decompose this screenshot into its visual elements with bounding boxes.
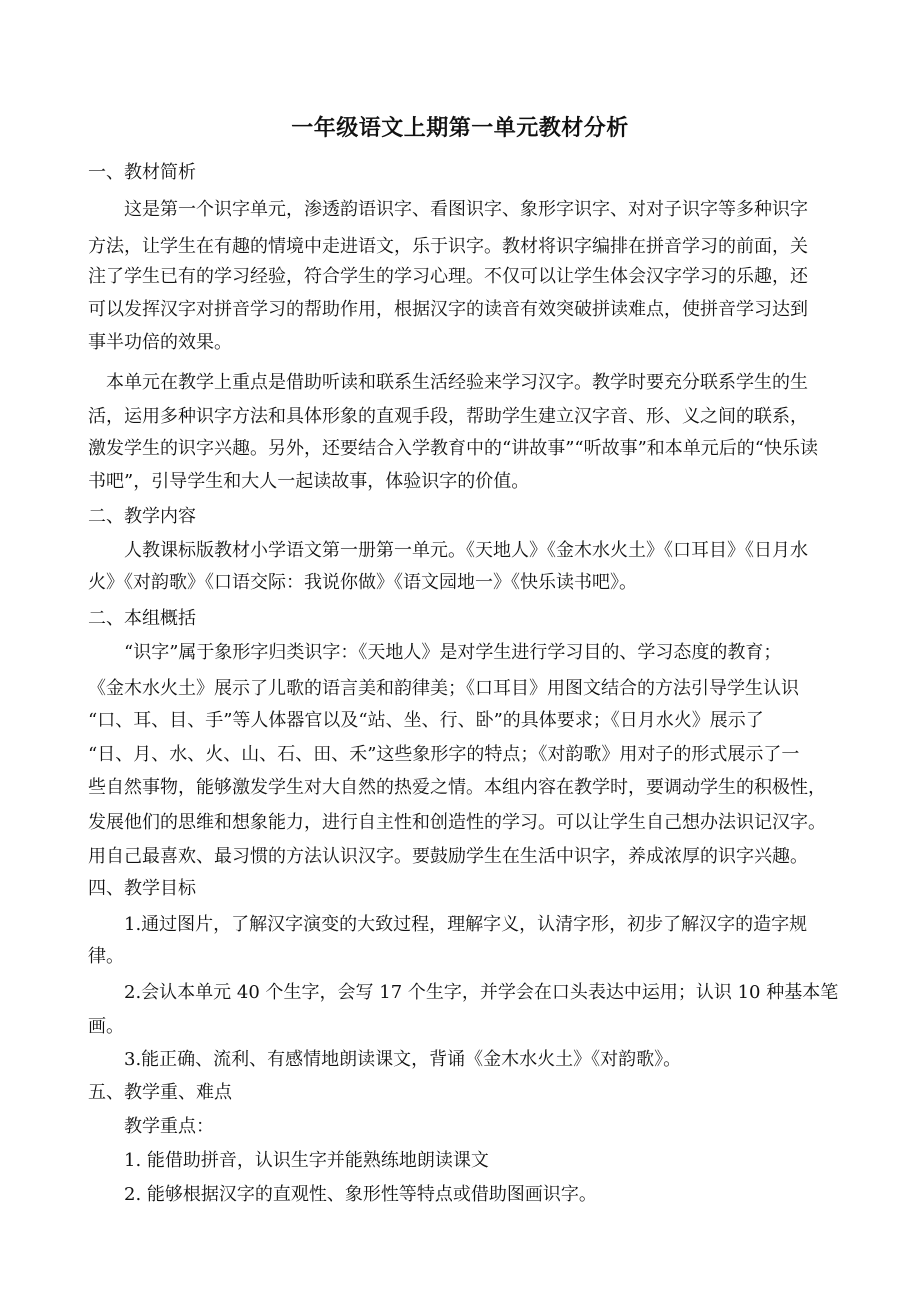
section-heading-content: 二、教学内容 (88, 506, 196, 527)
paragraph-line: 《金木水火土》展示了儿歌的语言美和韵律美；《口耳目》用图文结合的方法引导学生认识 (88, 678, 799, 699)
paragraph-line: 这是第一个识字单元，渗透韵语识字、看图识字、象形字识字、对对子识字等多种识字 (88, 199, 808, 220)
paragraph-line: 书吧”，引导学生和大人一起读故事，体验识字的价值。 (88, 471, 530, 492)
paragraph-line: 方法，让学生在有趣的情境中走进语文，乐于识字。教材将识字编排在拼音学习的前面，关 (88, 236, 808, 257)
objective-item-continued: 画。 (88, 1016, 124, 1037)
paragraph-line: 可以发挥汉字对拼音学习的帮助作用，根据汉字的读音有效突破拼读难点，使拼音学习达到 (88, 299, 808, 320)
paragraph-line: 人教课标版教材小学语文第一册第一单元。《天地人》《金木水火土》《口耳目》《日月水 (88, 540, 808, 561)
section-heading-key-points: 五、教学重、难点 (88, 1082, 232, 1103)
section-heading-analysis: 一、教材简析 (88, 162, 196, 183)
paragraph-line: “识字”属于象形字归类识字：《天地人》是对学生进行学习目的、学习态度的教育； (88, 642, 782, 663)
key-point-item: 1. 能借助拼音，认识生字并能熟练地朗读课文 (88, 1150, 489, 1171)
paragraph-line: 活，运用多种识字方法和具体形象的直观手段，帮助学生建立汉字音、形、义之间的联系， (88, 406, 808, 427)
paragraph-line: “口、耳、目、手”等人体器官以及“站、坐、行、卧”的具体要求；《日月水火》展示了 (88, 710, 764, 731)
paragraph-line: 发展他们的思维和想象能力，进行自主性和创造性的学习。可以让学生自己想办法识记汉字。 (88, 812, 826, 833)
objective-item: 2.会认本单元 40 个生字，会写 17 个生字，并学会在口头表达中运用；认识 10 种基本笔 (88, 982, 839, 1003)
paragraph-line: 事半功倍的效果。 (88, 332, 232, 353)
paragraph-line: 用自己最喜欢、最习惯的方法认识汉字。要鼓励学生在生活中识字，养成浓厚的识字兴趣。 (88, 846, 808, 867)
section-heading-objectives: 四、教学目标 (88, 878, 196, 899)
paragraph-line: 些自然事物，能够激发学生对大自然的热爱之情。本组内容在教学时，要调动学生的积极性， (88, 777, 826, 798)
subheading-key-points: 教学重点： (88, 1116, 214, 1137)
objective-item: 1.通过图片，了解汉字演变的大致过程，理解字义，认清字形，初步了解汉字的造字规 (88, 914, 808, 935)
objective-item: 3.能正确、流利、有感情地朗读课文，背诵《金木水火土》《对韵歌》。 (88, 1049, 682, 1070)
section-heading-overview: 二、本组概括 (88, 608, 196, 629)
paragraph-line: 激发学生的识字兴趣。另外，还要结合入学教育中的“讲故事”“听故事”和本单元后的“快乐读 (88, 438, 819, 459)
document-title: 一年级语文上期第一单元教材分析 (291, 116, 629, 141)
paragraph-line: 本单元在教学上重点是借助听读和联系生活经验来学习汉字。教学时要充分联系学生的生 (88, 372, 808, 393)
objective-item-continued: 律。 (88, 946, 124, 967)
paragraph-line: “日、月、水、火、山、石、田、禾”这些象形字的特点；《对韵歌》用对子的形式展示了一 (88, 744, 800, 765)
paragraph-line: 火》《对韵歌》《口语交际：我说你做》《语文园地一》《快乐读书吧》。 (88, 572, 637, 593)
key-point-item: 2. 能够根据汉字的直观性、象形性等特点或借助图画识字。 (88, 1184, 597, 1205)
paragraph-line: 注了学生已有的学习经验，符合学生的学习心理。不仅可以让学生体会汉字学习的乐趣，还 (88, 266, 808, 287)
